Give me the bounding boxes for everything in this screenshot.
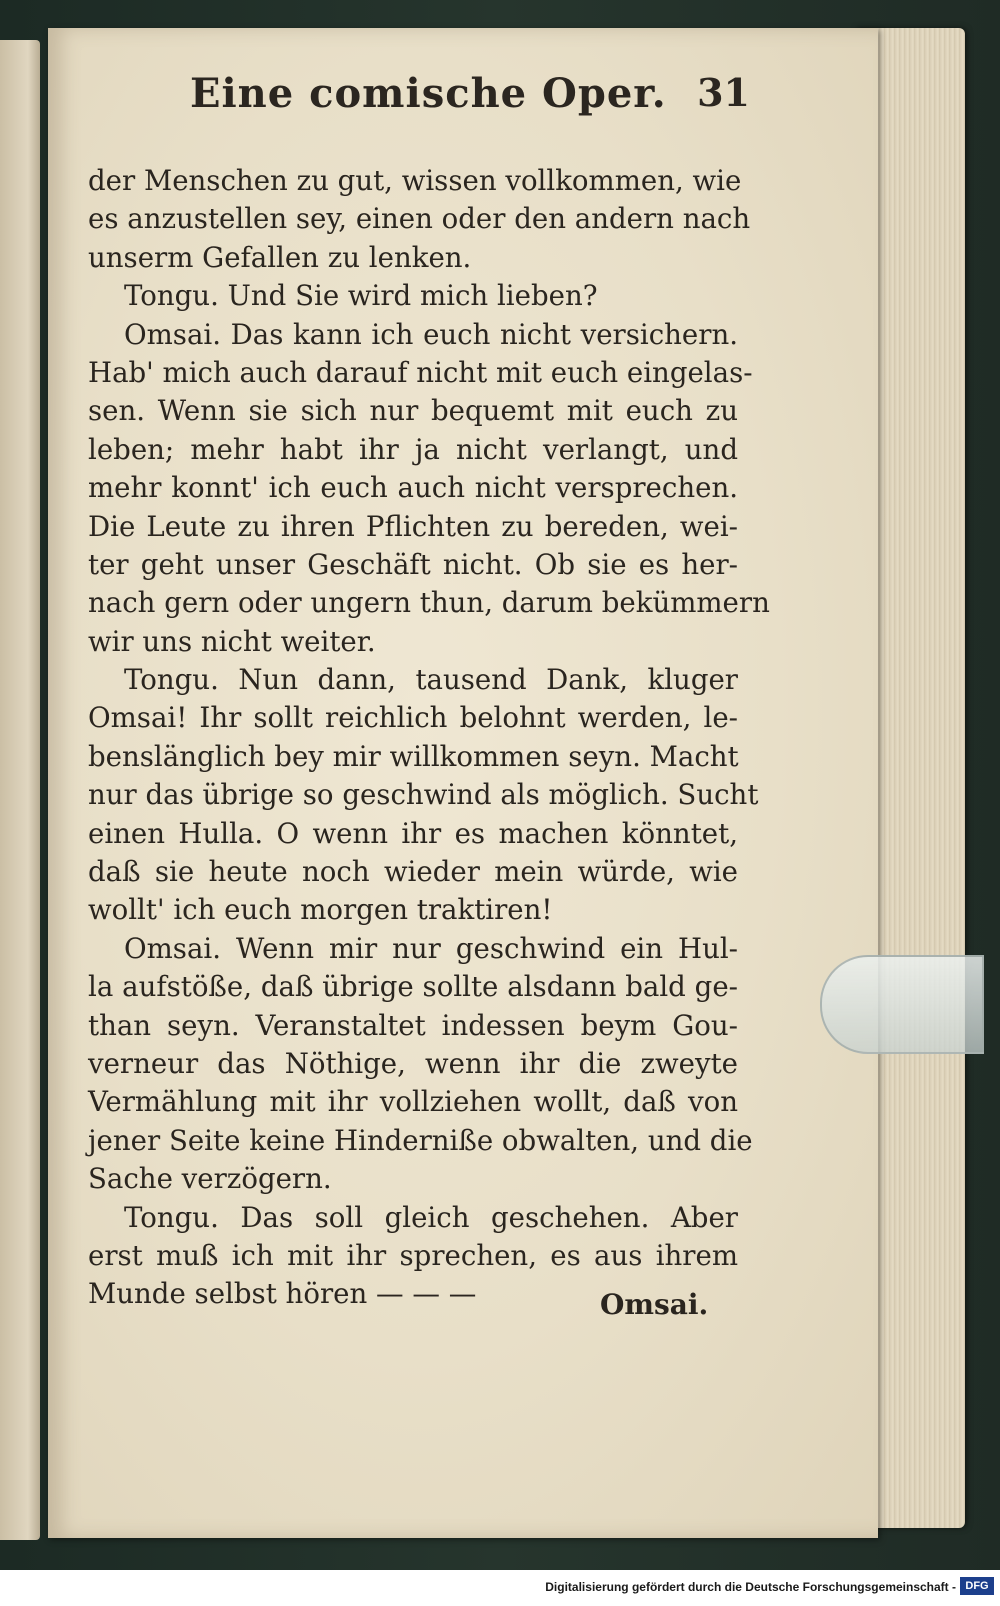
text-line: sen. Wenn sie sich nur bequemt mit euch zu: [88, 394, 738, 428]
text-line: Tongu. Das soll gleich geschehen. Aber: [124, 1200, 738, 1234]
text-line: Omsai. Wenn mir nur geschwind ein Hul-: [124, 931, 738, 965]
footer-bar: [0, 1570, 1000, 1606]
text-line: Vermählung mit ihr vollziehen wollt, daß von: [88, 1085, 738, 1119]
text-line: wir uns nicht weiter.: [88, 624, 376, 658]
text-line: wollt' ich euch morgen traktiren!: [88, 893, 553, 927]
text-line: der Menschen zu gut, wissen vollkommen, wie: [88, 164, 742, 197]
text-line: erst muß ich mit ihr sprechen, es aus ihrem: [88, 1238, 738, 1272]
text-line: jener Seite keine Hinderniße obwalten, und die: [88, 1123, 753, 1157]
text-line: ter geht unser Geschäft nicht. Ob sie es her-: [88, 547, 738, 581]
text-line: mehr konnt' ich euch auch nicht versprechen.: [88, 471, 738, 505]
footer-credit: Digitalisierung gefördert durch die Deutsche Forschungsgemeinschaft -: [545, 1580, 956, 1594]
text-line: einen Hulla. O wenn ihr es machen könntet,: [88, 816, 738, 850]
text-line: leben; mehr habt ihr ja nicht verlangt, und: [88, 432, 738, 466]
text-line: than seyn. Veranstaltet indessen beym Gou-: [88, 1008, 738, 1042]
body-text: [88, 162, 770, 1314]
text-line: unserm Gefallen zu lenken.: [88, 240, 472, 274]
page-header: [190, 70, 750, 130]
catchword: Omsai.: [600, 1288, 709, 1321]
dfg-logo-icon: DFG: [960, 1577, 994, 1595]
text-line: Omsai! Ihr sollt reichlich belohnt werden, le-: [88, 701, 738, 735]
text-line: verneur das Nöthige, wenn ihr die zweyte: [88, 1046, 738, 1080]
text-line: Hab' mich auch darauf nicht mit euch eingelas-: [88, 355, 753, 389]
text-line: es anzustellen sey, einen oder den andern nach: [88, 202, 751, 236]
text-line: nach gern oder ungern thun, darum bekümmern: [88, 586, 770, 620]
text-line: daß sie heute noch wieder mein würde, wie: [88, 855, 738, 889]
left-page-edge: [0, 40, 40, 1540]
text-line: Tongu. Nun dann, tausend Dank, kluger: [124, 663, 738, 697]
text-line: nur das übrige so geschwind als möglich. Sucht: [88, 778, 759, 812]
text-line: la aufstöße, daß übrige sollte alsdann bald ge-: [88, 970, 738, 1004]
text-line: Sache verzögern.: [88, 1162, 332, 1196]
page-number: 31: [697, 70, 750, 115]
text-line: Omsai. Das kann ich euch nicht versichern.: [124, 317, 738, 351]
page-tab-marker: [820, 955, 984, 1054]
text-line: Tongu. Und Sie wird mich lieben?: [124, 279, 598, 313]
text-line: Die Leute zu ihren Pflichten zu bereden, wei-: [88, 509, 738, 543]
running-title: Eine comische Oper.: [190, 70, 667, 117]
text-line: Munde selbst hören — — —: [88, 1277, 477, 1311]
text-line: benslänglich bey mir willkommen seyn. Macht: [88, 739, 739, 773]
